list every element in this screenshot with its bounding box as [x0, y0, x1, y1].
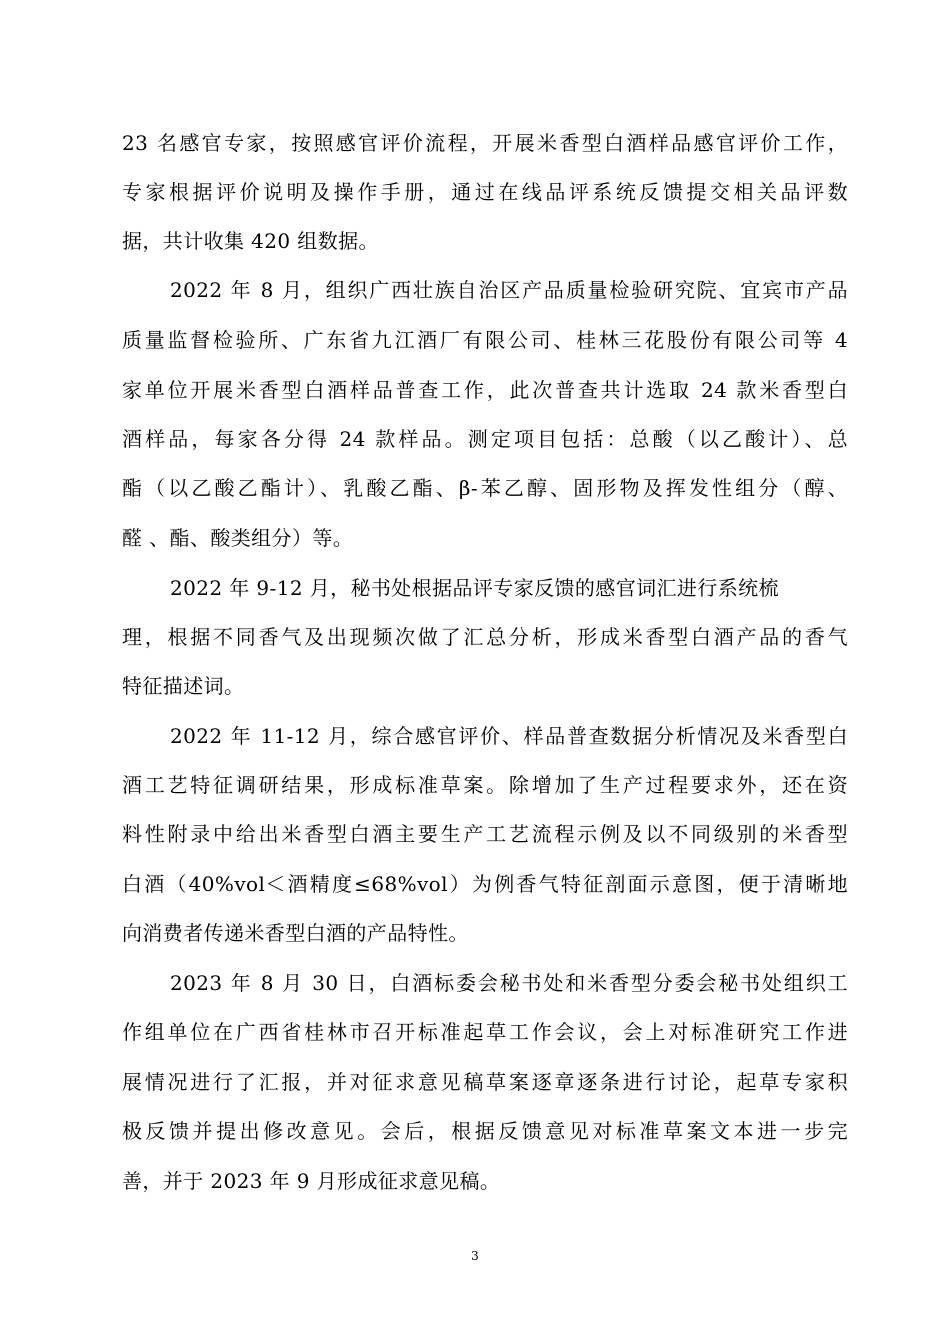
text-line: 专家根据评价说明及操作手册，通过在线品评系统反馈提交相关品评数: [122, 180, 848, 204]
text-line: 质量监督检验所、广东省九江酒厂有限公司、桂林三花股份有限公司等 4: [122, 328, 848, 352]
text-line: 酒工艺特征调研结果，形成标准草案。除增加了生产过程要求外，还在资: [122, 773, 848, 797]
text-line: 2023 年 8 月 30 日，白酒标委会秘书处和米香型分委会秘书处组织工: [170, 971, 848, 995]
text-line: 2022 年 9-12 月，秘书处根据品评专家反馈的感官词汇进行系统梳: [170, 576, 779, 600]
text-line: 作组单位在广西省桂林市召开标准起草工作会议，会上对标准研究工作进: [122, 1020, 848, 1044]
text-line: 理，根据不同香气及出现频次做了汇总分析，形成米香型白酒产品的香气: [122, 625, 848, 649]
page-number: 3: [471, 1249, 479, 1263]
text-line: 白酒（40%vol＜酒精度≤68%vol）为例香气特征剖面示意图，便于清晰地: [122, 872, 848, 896]
text-line: 极反馈并提出修改意见。会后，根据反馈意见对标准草案文本进一步完: [122, 1119, 848, 1143]
text-line: 善，并于 2023 年 9 月形成征求意见稿。: [122, 1169, 501, 1193]
text-line: 醛 、酯、酸类组分）等。: [122, 526, 354, 550]
text-line: 家单位开展米香型白酒样品普查工作，此次普查共计选取 24 款米香型白: [122, 378, 848, 402]
text-line: 2022 年 11-12 月，综合感官评价、样品普查数据分析情况及米香型白: [170, 724, 848, 748]
text-line: 据，共计收集 420 组数据。: [122, 229, 379, 253]
text-line: 向消费者传递米香型白酒的产品特性。: [122, 921, 469, 945]
text-line: 酯（以乙酸乙酯计）、乳酸乙酯、β-苯乙醇、固形物及挥发性组分（醇、: [122, 476, 848, 500]
text-line: 酒样品，每家各分得 24 款样品。测定项目包括：总酸（以乙酸计）、总: [122, 427, 848, 451]
text-line: 展情况进行了汇报，并对征求意见稿草案逐章逐条进行讨论，起草专家积: [122, 1070, 848, 1094]
text-line: 料性附录中给出米香型白酒主要生产工艺流程示例及以不同级别的米香型: [122, 822, 848, 846]
text-line: 23 名感官专家，按照感官评价流程，开展米香型白酒样品感官评价工作，: [122, 131, 848, 155]
text-line: 2022 年 8 月，组织广西壮族自治区产品质量检验研究院、宜宾市产品: [170, 278, 848, 302]
text-line: 特征描述词。: [122, 674, 245, 698]
